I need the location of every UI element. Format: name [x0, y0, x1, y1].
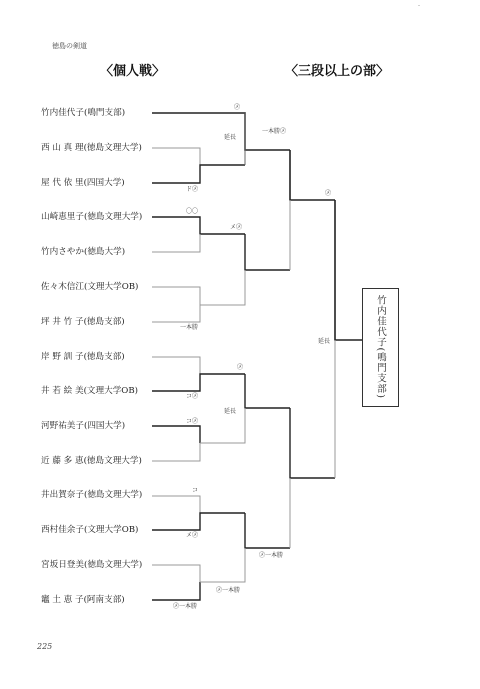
mark-18: ㋱一本勝: [173, 603, 198, 610]
mark-10: ㋱: [237, 364, 244, 371]
bracket-line: [245, 374, 290, 408]
player-3: 屋 代 依 里(四国大学): [41, 178, 125, 188]
bracket-line: [152, 148, 200, 165]
mark-15: メ㋱: [186, 532, 199, 539]
bracket-line: [200, 270, 245, 305]
bracket-line: [200, 408, 245, 443]
mark-11: コ㋱: [186, 393, 199, 400]
mark-17: ㋱一本勝: [216, 587, 241, 594]
bracket-line: [152, 165, 245, 183]
player-4: 山崎恵里子(徳島文理大学): [41, 212, 143, 222]
bracket-line: [152, 582, 200, 600]
bracket-line: [290, 408, 335, 478]
bracket-line: [152, 443, 200, 461]
player-5: 竹内さやか(徳島大学): [41, 247, 126, 257]
player-11: 近 藤 多 恵(徳島文理大学): [41, 456, 142, 466]
bracket-line: [245, 513, 290, 548]
player-14: 宮坂日登美(徳島文理大学): [41, 560, 143, 570]
bracket-line: [152, 513, 245, 530]
mark-8: 一本勝: [180, 324, 199, 331]
player-6: 佐々木信江(文理大学OB): [41, 282, 139, 292]
title-individual: 〈個人戦〉: [100, 64, 166, 79]
bracket-line: [152, 234, 200, 252]
mark-13: コ㋱: [186, 418, 199, 425]
player-15: 竈 土 恵 子(阿南支部): [41, 595, 125, 605]
mark-9: 延長: [318, 338, 331, 345]
bracket-line: [152, 287, 200, 305]
player-12: 井出賀奈子(徳島文理大学): [41, 490, 143, 500]
winner-name: 竹内佳代子(鳴門支部): [375, 295, 386, 399]
player-9: 井 若 絵 美(文理大学OB): [41, 386, 139, 396]
mark-2: 延長: [224, 134, 237, 141]
bracket-line: [152, 305, 200, 322]
player-13: 西村佳余子(文理大学OB): [41, 525, 139, 535]
mark-3: 一本勝㋱: [262, 128, 287, 135]
corner-mark: -: [418, 2, 421, 9]
player-1: 竹内佳代子(鳴門支部): [41, 108, 126, 118]
bracket-line: [152, 565, 200, 582]
player-10: 河野祐美子(四国大学): [41, 421, 126, 431]
page-number: 225: [37, 642, 53, 651]
bracket-line: [335, 200, 362, 340]
mark-7: ㋱: [325, 190, 332, 197]
bracket-line: [152, 426, 200, 443]
mark-16: ㋱一本勝: [259, 552, 284, 559]
mark-4: ド㋱: [186, 186, 199, 193]
player-7: 坪 井 竹 子(徳島支部): [41, 317, 125, 327]
mark-6: メ㋱: [230, 224, 243, 231]
mark-12: 延長: [224, 408, 237, 415]
bracket-line: [200, 548, 245, 582]
winner-box: [362, 288, 399, 407]
mark-14: コ: [192, 487, 199, 494]
header-note: 徳島の剣道: [52, 42, 87, 50]
bracket-line: [152, 496, 200, 513]
player-2: 西 山 真 理(徳島文理大学): [41, 143, 142, 153]
mark-5: 〇〇: [186, 208, 199, 215]
bracket-line: [152, 374, 245, 391]
bracket-line: [245, 234, 290, 270]
mark-1: ㋱: [234, 104, 241, 111]
player-8: 岸 野 訓 子(徳島支部): [41, 352, 125, 362]
bracket-line: [152, 357, 200, 374]
title-division: 〈三段以上の部〉: [285, 64, 390, 79]
